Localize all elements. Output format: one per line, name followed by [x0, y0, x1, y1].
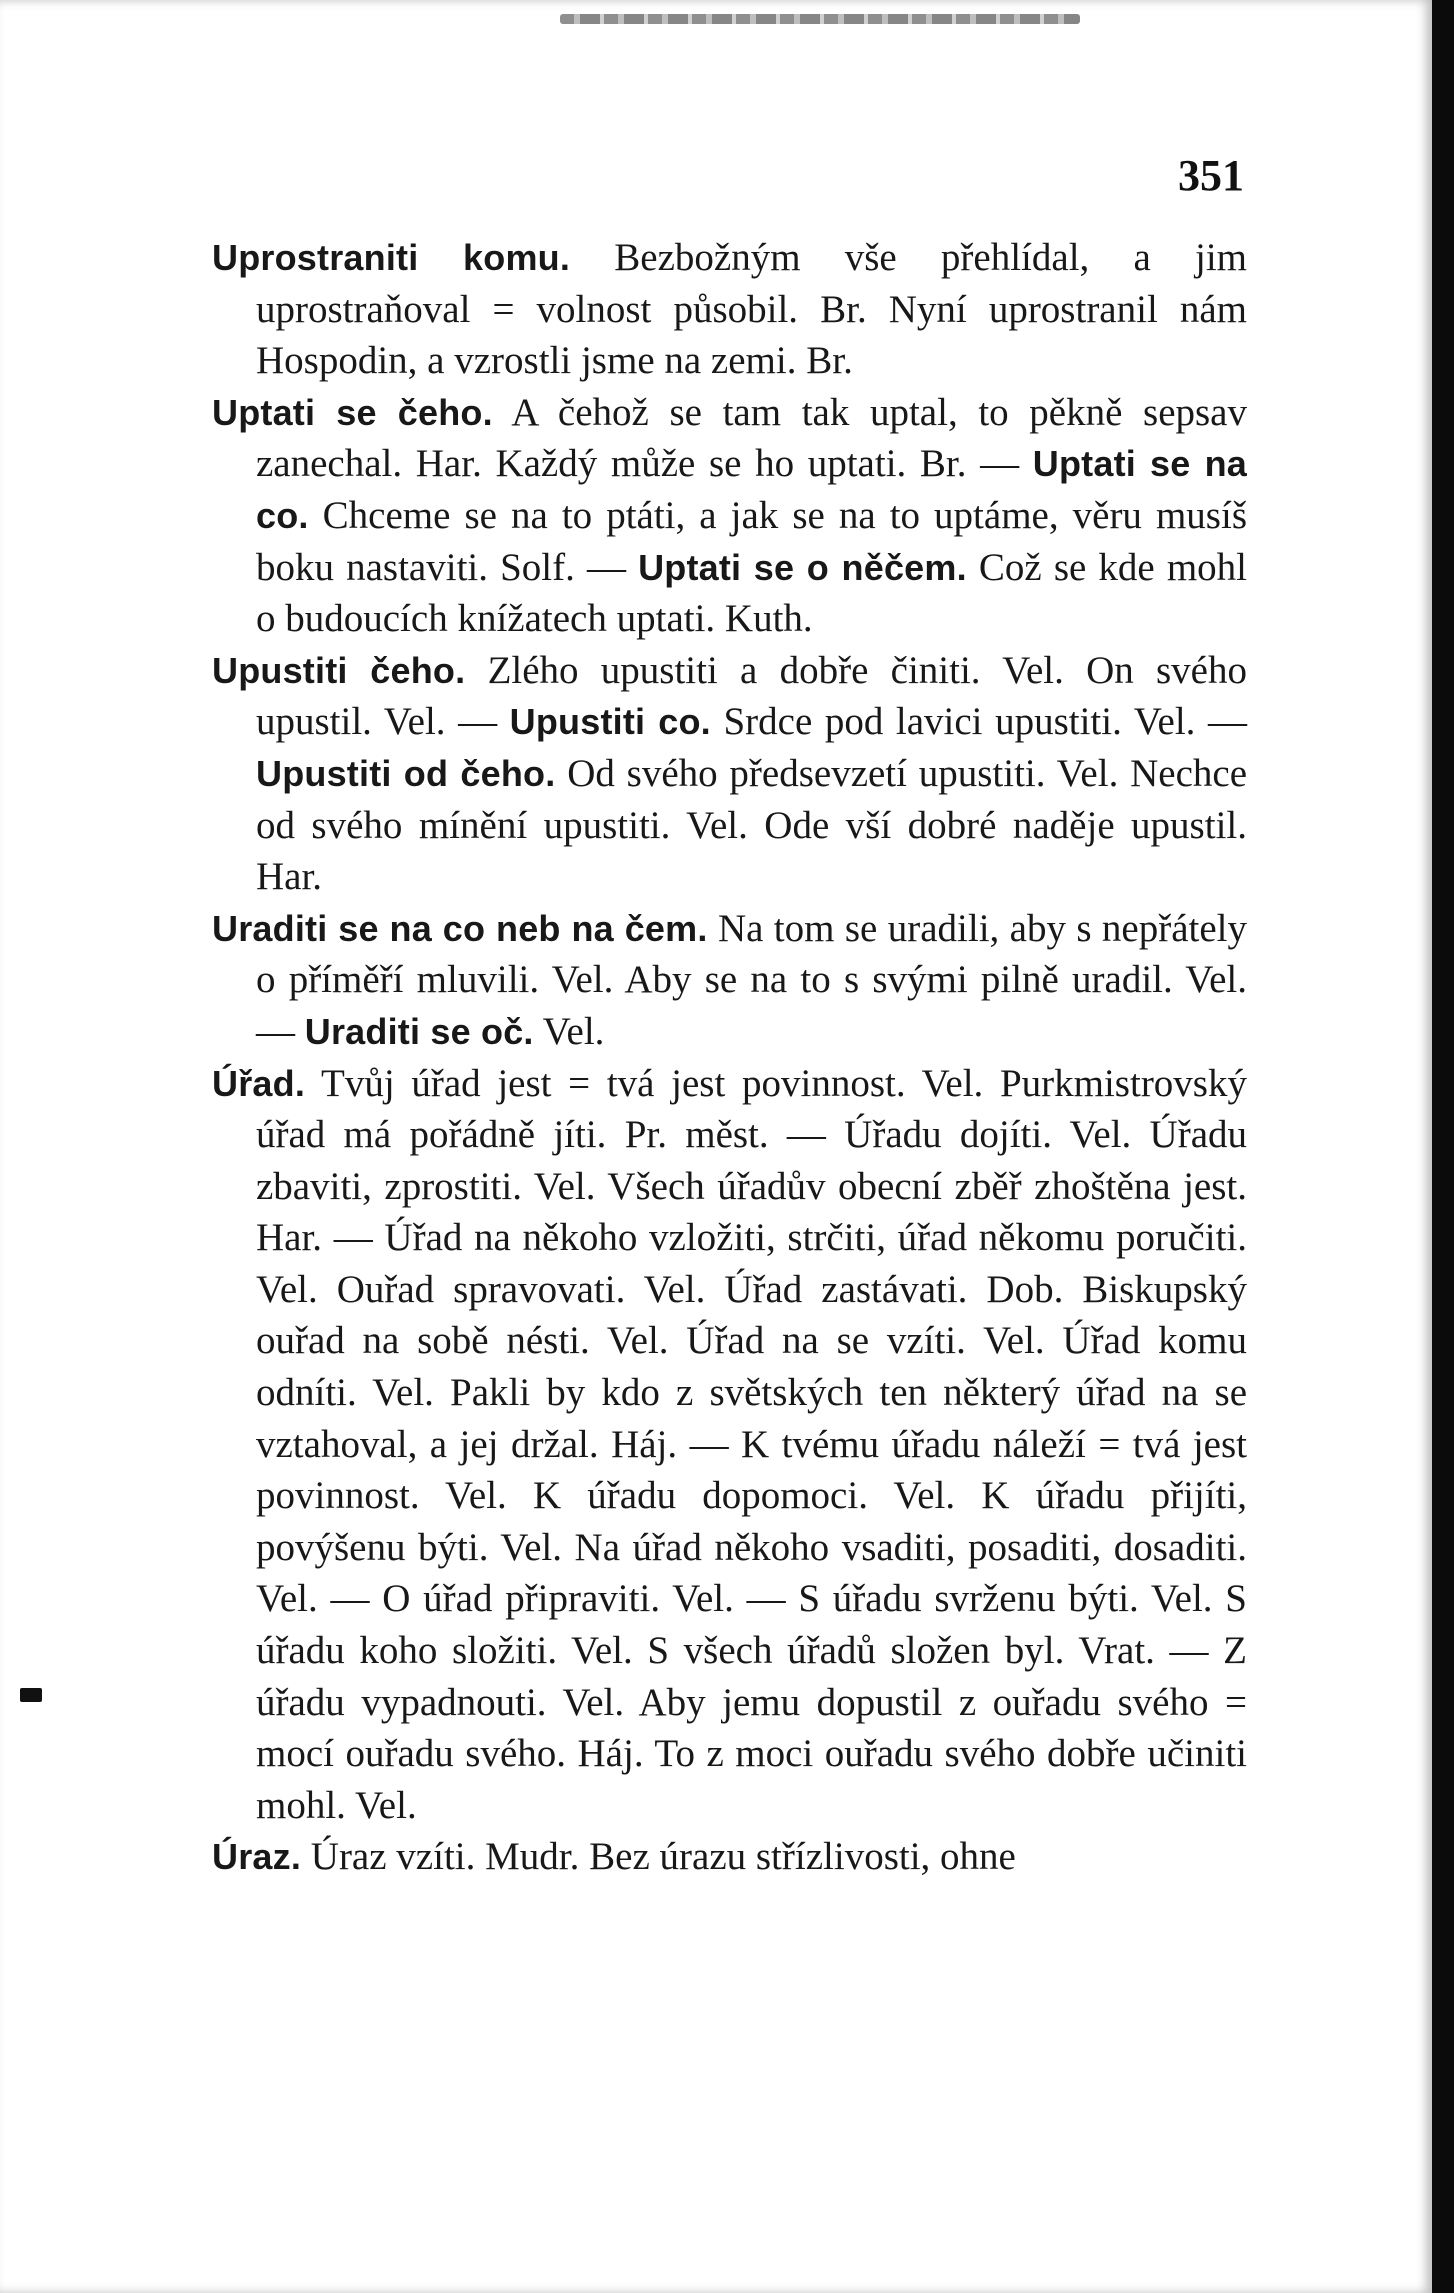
headword: Upustiti čeho.	[212, 649, 466, 691]
headword: Úraz.	[212, 1836, 302, 1878]
margin-mark	[20, 1688, 42, 1702]
headword: Uptati se o něčem.	[638, 546, 967, 588]
page-number: 351	[1178, 151, 1244, 200]
dictionary-entry	[212, 903, 1247, 1058]
dictionary-entry	[212, 645, 1247, 903]
dictionary-text	[212, 232, 1247, 1883]
headword: Uraditi se oč.	[304, 1010, 534, 1052]
dictionary-entry	[212, 387, 1247, 645]
entry-text: Zlého upustiti a dobře činiti. Vel. On svého upustil. Vel. —	[256, 648, 1247, 744]
dictionary-entry	[212, 232, 1247, 387]
headword: Upustiti co.	[509, 701, 711, 743]
entry-text: Úraz vzíti. Mudr. Bez úrazu střízlivosti, ohne	[301, 1835, 1016, 1879]
entry-text: Chceme se na to ptáti, a jak se na to uptáme, věru musíš boku nastaviti. Solf. —	[256, 493, 1247, 589]
headword: Uptati se na co.	[256, 443, 1247, 536]
entry-text: Bezbožným vše přehlídal, a jim uprostraňoval = volnost působil. Br. Nyní uprostranil nám Hospodin, a vzrostli jsme na zemi. Br.	[256, 236, 1247, 383]
dictionary-entry	[212, 1058, 1247, 1832]
entry-text: Tvůj úřad jest = tvá jest povinnost. Vel. Purkmistrovský úřad má pořádně jíti. Pr. měst. — Úřadu dojíti. Vel. Úřadu zbaviti, zprostiti. Vel. Všech úřadův obecní zběř zhoštěna jest. Har. — Úřad na někoho vzložiti, strčiti, úřad někomu poručiti. Vel. Ouřad spravovati. Vel. Úřad zastávati. Dob. Biskupský ouřad na sobě nésti. Vel. Úřad na se vzíti. Vel. Úřad komu odníti. Vel. Pakli by kdo z světských ten některý úřad na se vztahoval, a jej držal. Háj. — K tvému úřadu náleží = tvá jest povinnost. Vel. K úřadu dopomoci. Vel. K úřadu přijíti, povýšenu býti. Vel. Na úřad někoho vsaditi, posaditi, dosaditi. Vel. — O úřad připraviti. Vel. — S úřadu svrženu býti. Vel. S úřadu koho složiti. Vel. S všech úřadů složen byl. Vrat. — Z úřadu vypadnouti. Vel. Aby jemu dopustil z ouřadu svého = mocí ouřadu svého. Háj. To z moci ouřadu svého dobře učiniti mohl. Vel.	[256, 1061, 1247, 1827]
entry-text: Od svého předsevzetí upustiti. Vel. Nechce od svého mínění upustiti. Vel. Ode vší dobré naděje upustil. Har.	[256, 751, 1248, 899]
headword: Upustiti od čeho.	[256, 752, 556, 794]
dictionary-entry	[212, 1831, 1247, 1883]
entry-text: Vel.	[533, 1009, 605, 1053]
entry-text: Což se kde mohl o budoucích knížatech uptati. Kuth.	[256, 545, 1248, 641]
headword: Uraditi se na co neb na čem.	[212, 907, 708, 949]
headword: Úřad.	[212, 1062, 306, 1104]
headword: Uptati se čeho.	[212, 391, 493, 433]
entry-text: Na tom se uradili, aby s nepřátely o příměří mluvili. Vel. Aby se na to s svými pilně uradil. Vel. —	[256, 906, 1248, 1053]
entry-text: A čehož se tam tak uptal, to pěkně sepsav zanechal. Har. Každý může se ho uptati. Br. —	[256, 390, 1247, 486]
scan-smudge	[560, 14, 1080, 24]
headword: Uprostraniti komu.	[212, 237, 571, 278]
entry-text: Srdce pod lavici upustiti. Vel. —	[710, 700, 1248, 744]
